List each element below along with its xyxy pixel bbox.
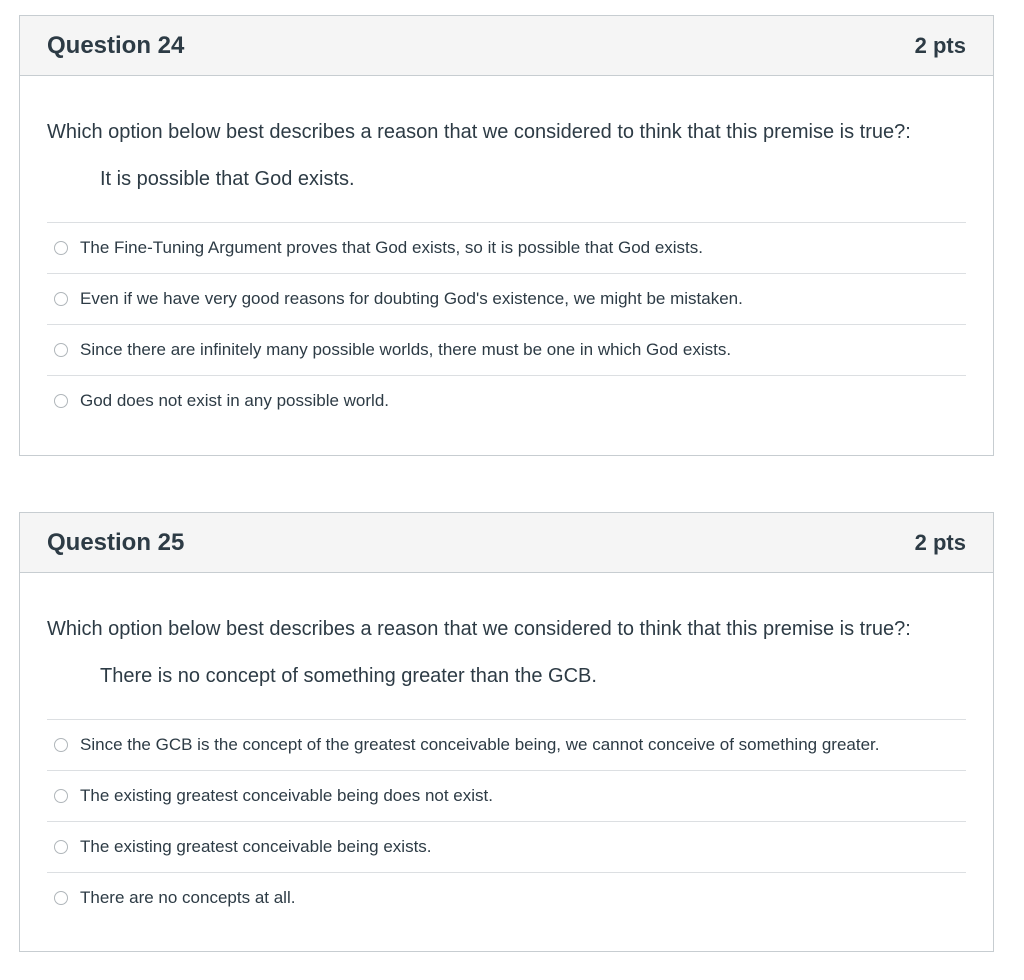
question-premise: It is possible that God exists. — [100, 168, 355, 190]
radio-button[interactable] — [54, 738, 68, 752]
answer-option[interactable] — [47, 822, 966, 873]
answer-list — [47, 719, 966, 923]
question-title: Question 25 — [47, 528, 185, 556]
answer-option[interactable] — [47, 771, 966, 822]
radio-button[interactable] — [54, 840, 68, 854]
answer-label[interactable]: Even if we have very good reasons for doubting God's existence, we might be mistaken. — [80, 289, 743, 308]
answer-list — [47, 222, 966, 426]
question-body — [20, 617, 993, 923]
radio-button[interactable] — [54, 789, 68, 803]
radio-button[interactable] — [54, 394, 68, 408]
question-25 — [19, 512, 994, 952]
answer-label[interactable]: The existing greatest conceivable being exists. — [80, 837, 432, 856]
radio-button[interactable] — [54, 292, 68, 306]
answer-label[interactable]: The Fine-Tuning Argument proves that God exists, so it is possible that God exists. — [80, 238, 703, 257]
question-text: Which option below best describes a reason that we considered to think that this premise is true?: — [47, 121, 911, 143]
answer-label[interactable]: Since the GCB is the concept of the greatest conceivable being, we cannot conceive of something greater. — [80, 735, 880, 754]
question-points: 2 pts — [914, 529, 966, 555]
radio-button[interactable] — [54, 241, 68, 255]
answer-option[interactable] — [47, 274, 966, 325]
question-text: Which option below best describes a reason that we considered to think that this premise is true?: — [47, 618, 911, 640]
answer-option[interactable] — [47, 376, 966, 426]
radio-button[interactable] — [54, 891, 68, 905]
answer-label[interactable]: There are no concepts at all. — [80, 888, 296, 907]
question-header — [20, 16, 993, 76]
answer-option[interactable] — [47, 720, 966, 771]
answer-option[interactable] — [47, 873, 966, 923]
question-premise: There is no concept of something greater than the GCB. — [100, 665, 597, 687]
answer-label[interactable]: God does not exist in any possible world. — [80, 391, 390, 410]
answer-label[interactable]: Since there are infinitely many possible worlds, there must be one in which God exists. — [80, 340, 732, 359]
question-header — [20, 513, 993, 573]
question-24 — [19, 15, 994, 456]
answer-option[interactable] — [47, 223, 966, 274]
question-points: 2 pts — [914, 32, 966, 58]
question-title: Question 24 — [47, 31, 185, 59]
answer-option[interactable] — [47, 325, 966, 376]
question-body — [20, 120, 993, 426]
radio-button[interactable] — [54, 343, 68, 357]
answer-label[interactable]: The existing greatest conceivable being does not exist. — [80, 786, 493, 805]
